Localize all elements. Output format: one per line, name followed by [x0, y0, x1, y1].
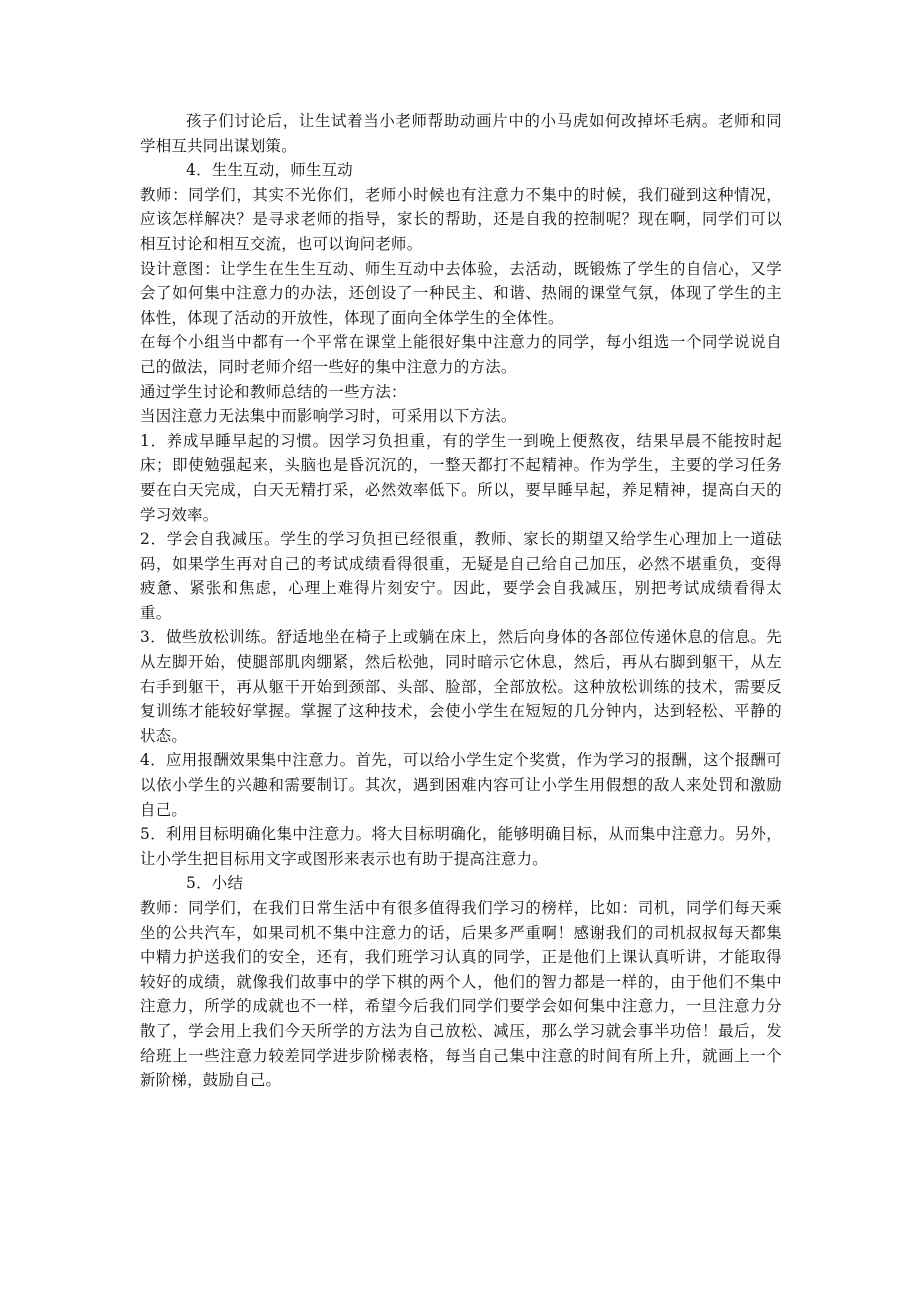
paragraph-design-intent: 设计意图：让学生在生生互动、师生互动中去体验，去活动，既锻炼了学生的自信心，又学会了如何集中注意力的办法，还创设了一种民主、和谐、热闹的课堂气氛，体现了学生的主体性，体现了活动的开放性，体现了面向全体学生的全体性。: [140, 259, 782, 327]
list-item-method-3: 3．做些放松训练。舒适地坐在椅子上或躺在床上，然后向身体的各部位传递休息的信息。先从左脚开始，使腿部肌肉绷紧，然后松弛，同时暗示它休息，然后，再从右脚到躯干，从左右手到躯干，再从躯干开始到颈部、头部、脸部，全部放松。这种放松训练的技术，需要反复训练才能较好掌握。掌握了这种技术，会使小学生在短短的几分钟内，达到轻松、平静的状态。: [140, 628, 782, 745]
list-item-method-2: 2．学会自我减压。学生的学习负担已经很重，教师、家长的期望又给学生心理加上一道砝码，如果学生再对自己的考试成绩看得很重，无疑是自己给自己加压，必然不堪重负，变得疲惫、紧张和焦虑，心理上难得片刻安宁。因此，要学会自我减压，别把考试成绩看得太重。: [140, 530, 782, 622]
paragraph-methods-intro: 通过学生讨论和教师总结的一些方法：: [140, 382, 407, 401]
paragraph-summary-body: 教师：同学们，在我们日常生活中有很多值得我们学习的榜样，比如：司机，同学们每天乘坐的公共汽车，如果司机不集中注意力的话，后果多严重啊！感谢我们的司机叔叔每天都集中精力护送我们的安全，还有，我们班学习认真的同学，正是他们上课认真听讲，才能取得较好的成绩，就像我们故事中的学下棋的两个人，他们的智力都是一样的，由于他们不集中注意力，所学的成就也不一样，希望今后我们同学们要学会如何集中注意力，一旦注意力分散了，学会用上我们今天所学的方法为自己放松、减压，那么学习就会事半功倍！最后，发给班上一些注意力较差同学进步阶梯表格，每当自己集中注意的时间有所上升，就画上一个新阶梯，鼓励自己。: [140, 899, 782, 1090]
list-item-method-1: 1．养成早睡早起的习惯。因学习负担重，有的学生一到晚上便熬夜，结果早晨不能按时起床；即使勉强起来，头脑也是昏沉沉的，一整天都打不起精神。作为学生，主要的学习任务要在白天完成，白天无精打采，必然效率低下。所以，要早睡早起，养足精神，提高白天的学习效率。: [140, 431, 782, 524]
paragraph-teacher-question: 教师：同学们，其实不光你们，老师小时候也有注意力不集中的时候，我们碰到这种情况，应该怎样解决？是寻求老师的指导，家长的帮助，还是自我的控制呢？现在啊，同学们可以相互讨论和相互交流，也可以询问老师。: [140, 185, 782, 253]
section-heading-interaction: 4．生生互动，师生互动: [186, 161, 353, 180]
paragraph-group-sharing: 在每个小组当中都有一个平常在课堂上能很好集中注意力的同学，每小组选一个同学说说自己的做法，同时老师介绍一些好的集中注意力的方法。: [140, 333, 782, 376]
document-page: [140, 109, 782, 1093]
list-item-method-4: 4．应用报酬效果集中注意力。首先，可以给小学生定个奖赏，作为学习的报酬，这个报酬可以依小学生的兴趣和需要制订。其次，遇到困难内容可让小学生用假想的敌人来处罚和激励自己。: [140, 751, 782, 819]
paragraph-methods-lead: 当因注意力无法集中而影响学习时，可采用以下方法。: [140, 407, 517, 426]
paragraph-discussion-intro: 孩子们讨论后，让生试着当小老师帮助动画片中的小马虎如何改掉坏毛病。老师和同学相互共同出谋划策。: [140, 112, 782, 155]
list-item-method-5: 5．利用目标明确化集中注意力。将大目标明确化，能够明确目标，从而集中注意力。另外，让小学生把目标用文字或图形来表示也有助于提高注意力。: [140, 825, 782, 868]
section-heading-summary: 5．小结: [186, 874, 244, 893]
